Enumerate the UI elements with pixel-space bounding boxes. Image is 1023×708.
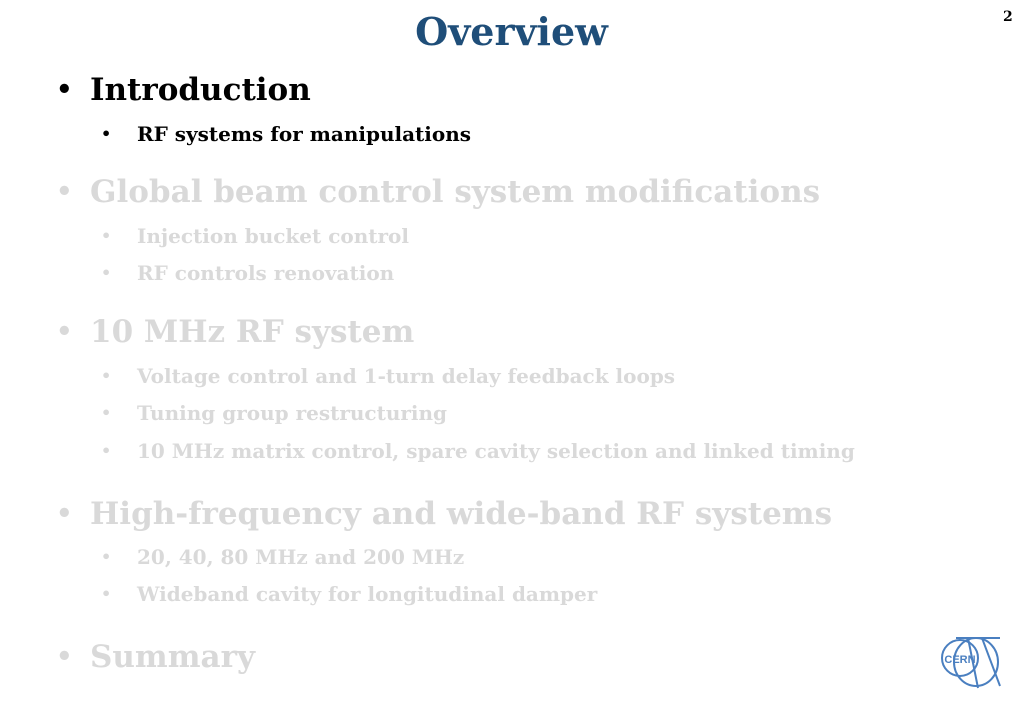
outline-subitem <box>101 581 598 607</box>
outline-subitem-label: Wideband cavity for longitudinal damper <box>137 582 598 606</box>
outline-item-global-beam-control <box>56 174 821 210</box>
outline-item-label: Introduction <box>90 72 311 108</box>
outline-subitem <box>101 363 676 389</box>
outline-subitem-label: Tuning group restructuring <box>137 401 448 425</box>
bullet-icon: • <box>101 226 112 245</box>
outline-item-label: High-frequency and wide-band RF systems <box>90 496 833 532</box>
outline-item-high-frequency <box>56 496 833 532</box>
bullet-icon: • <box>101 403 112 422</box>
slide-title: Overview <box>415 9 608 54</box>
bullet-icon: • <box>101 366 112 385</box>
page-number: 2 <box>1003 9 1013 25</box>
outline-subitem-label: RF controls renovation <box>137 261 395 285</box>
outline-subitem-label: 20, 40, 80 MHz and 200 MHz <box>137 545 465 569</box>
outline-subitem-label: Voltage control and 1-turn delay feedback loops <box>137 364 676 388</box>
outline-item-label: Summary <box>90 639 255 675</box>
outline-subitem <box>101 544 465 570</box>
outline-item-label: 10 MHz RF system <box>90 314 415 350</box>
outline-subitem-label: 10 MHz matrix control, spare cavity selection and linked timing <box>137 439 855 463</box>
cern-logo-text: CERN <box>944 654 976 666</box>
bullet-icon: • <box>101 547 112 566</box>
bullet-icon: • <box>56 642 73 672</box>
outline-item-summary <box>56 639 255 675</box>
cern-logo-icon <box>938 632 1004 692</box>
bullet-icon: • <box>101 441 112 460</box>
outline-subitem <box>101 438 855 464</box>
outline-item-label: Global beam control system modifications <box>90 174 821 210</box>
outline-subitem <box>101 223 409 249</box>
outline-item-10mhz-rf-system <box>56 314 415 350</box>
bullet-icon: • <box>56 499 73 529</box>
outline-subitem-label: Injection bucket control <box>137 224 409 248</box>
bullet-icon: • <box>101 124 112 143</box>
outline-subitem <box>101 260 395 286</box>
bullet-icon: • <box>56 317 73 347</box>
outline-subitem-label: RF systems for manipulations <box>137 122 472 146</box>
bullet-icon: • <box>101 263 112 282</box>
bullet-icon: • <box>101 584 112 603</box>
outline-subitem <box>101 400 448 426</box>
bullet-icon: • <box>56 75 73 105</box>
outline-subitem <box>101 121 472 147</box>
outline-item-introduction <box>56 72 311 108</box>
bullet-icon: • <box>56 177 73 207</box>
